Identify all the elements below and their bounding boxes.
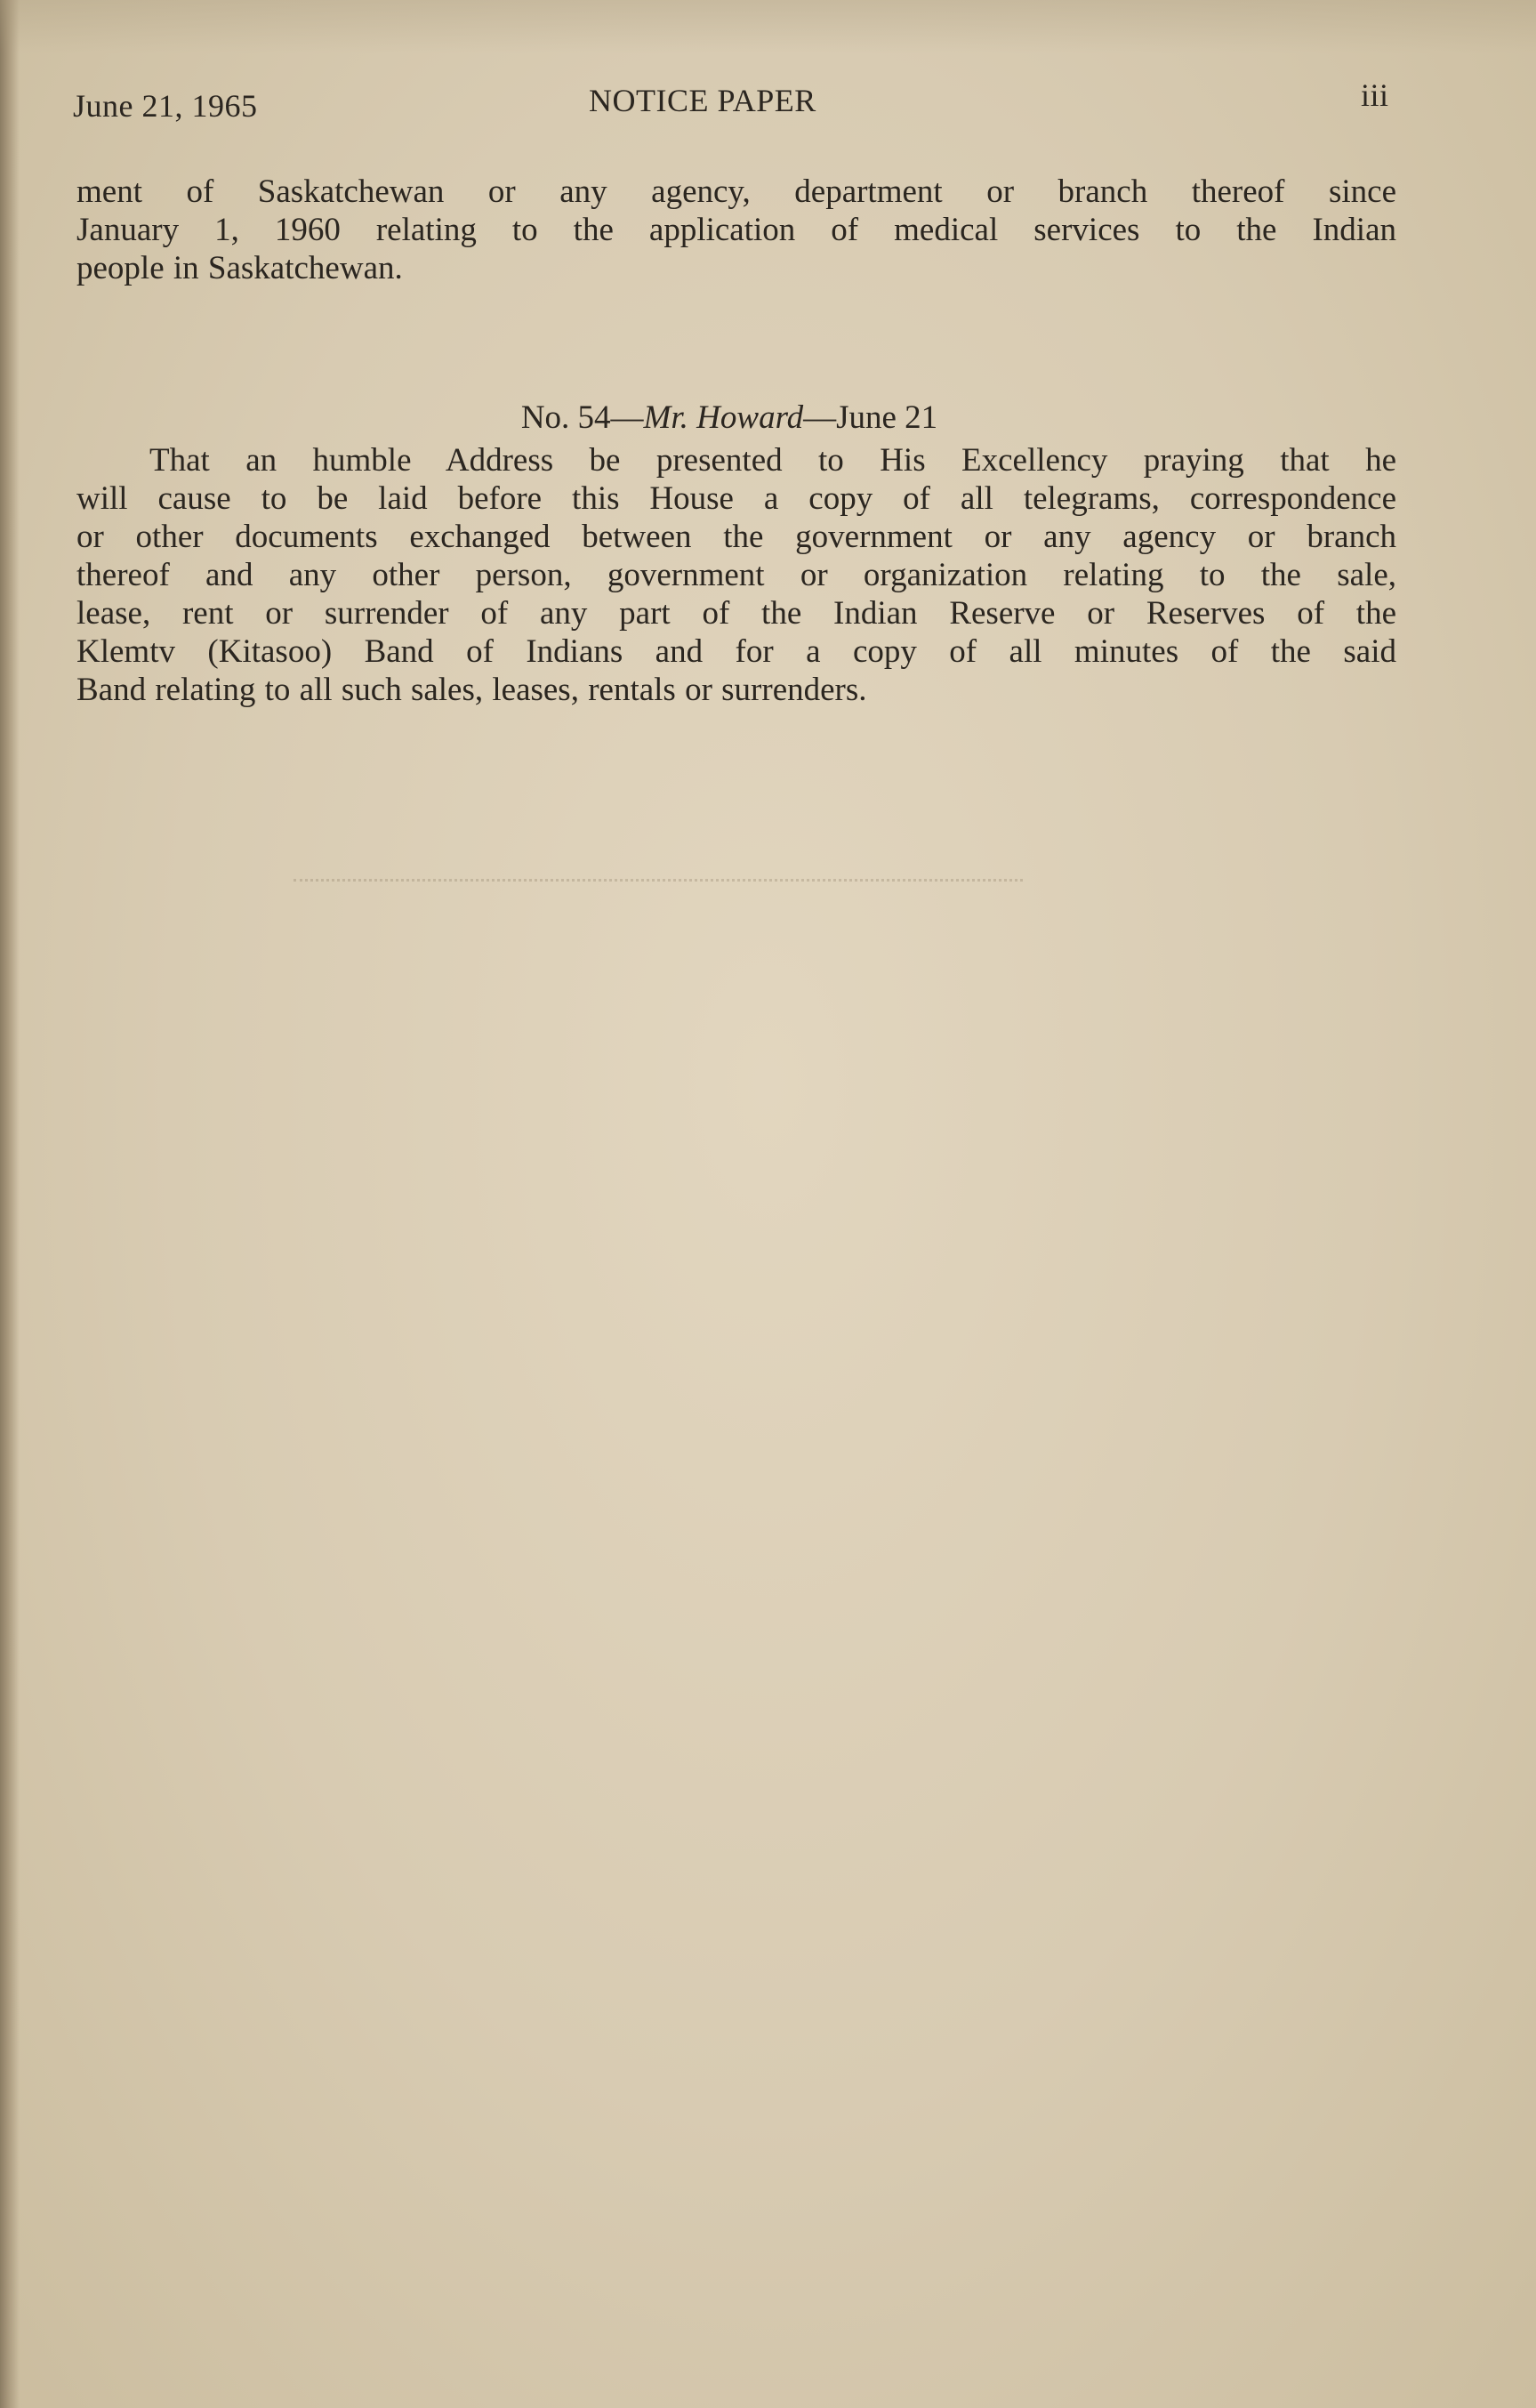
text-line: lease, rent or surrender of any part of the Indian Reserve or Reserves of the <box>76 595 1396 632</box>
item-date: June 21 <box>836 399 938 436</box>
text-line: That an humble Address be presented to His Excellency praying that he <box>149 442 1396 479</box>
item-heading <box>0 399 1459 437</box>
text-line: Band relating to all such sales, leases, rentals or surrenders. <box>76 672 867 708</box>
text-line: January 1, 1960 relating to the application of medical services to the Indian <box>76 212 1396 248</box>
item-number: No. 54 <box>520 399 611 436</box>
running-header <box>0 77 1536 126</box>
member-name: Mr. Howard <box>643 399 804 436</box>
page-number: iii <box>1361 77 1389 113</box>
text-line: people in Saskatchewan. <box>76 250 403 286</box>
header-title: NOTICE PAPER <box>589 83 816 118</box>
page-shading <box>0 0 1536 53</box>
text-line: thereof and any other person, government or organization relating to the sale, <box>76 557 1396 593</box>
binding-edge <box>0 0 20 2408</box>
motion-paragraph <box>76 441 1396 709</box>
text-line: Klemtv (Kitasoo) Band of Indians and for a copy of all minutes of the said <box>76 633 1396 670</box>
text-line: or other documents exchanged between the government or any agency or branch <box>76 519 1396 555</box>
header-date: June 21, 1965 <box>73 88 258 124</box>
continued-paragraph <box>76 173 1396 287</box>
dash: — <box>610 399 644 436</box>
show-through-dots <box>294 879 1023 882</box>
text-line: will cause to be laid before this House a copy of all telegrams, correspondence <box>76 480 1396 517</box>
text-line: ment of Saskatchewan or any agency, department or branch thereof since <box>76 173 1396 210</box>
dash: — <box>803 399 837 436</box>
